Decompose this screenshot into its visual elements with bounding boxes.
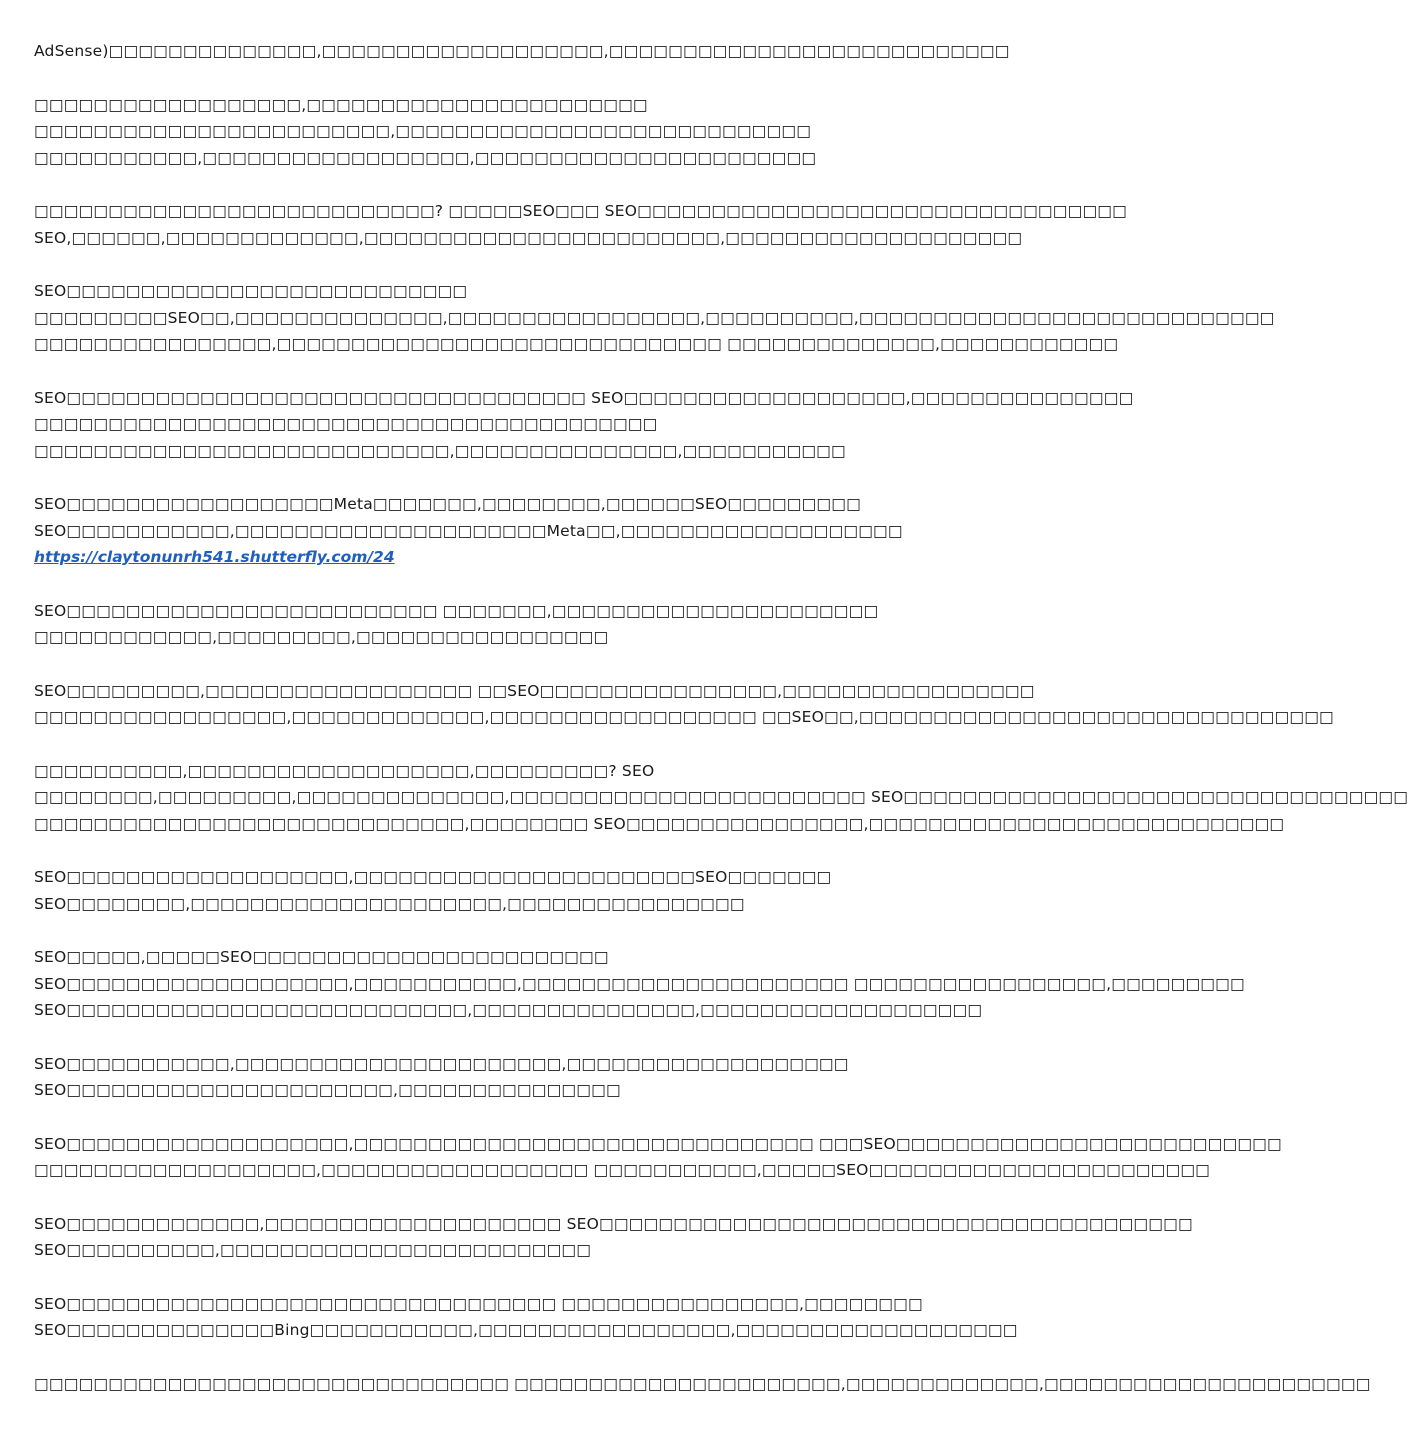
paragraph bbox=[34, 1051, 994, 1104]
paragraph bbox=[34, 598, 994, 651]
shutterfly-link[interactable]: https://claytonunrh541.shutterfly.com/24 bbox=[34, 548, 395, 566]
text-line: SEO□□□□□□□□□,□□□□□□□□□□□□□□□□□□ □□SEO□□□□□□□□□□□□□□□□,□□□□□□□□□□□□□□□□□ bbox=[34, 681, 1035, 700]
text-line: SEO□□□□□□□□□□□□□□□□□□□□□□□□□□□□□□□□□□□ SEO□□□□□□□□□□□□□□□□□□□,□□□□□□□□□□□□□□□ bbox=[34, 388, 1134, 407]
text-line: SEO□□□□□□□□□□□□□□□□□□Meta□□□□□□□,□□□□□□□□,□□□□□□SEO□□□□□□□□□ bbox=[34, 495, 861, 513]
paragraph bbox=[34, 278, 1275, 358]
paragraph bbox=[34, 198, 1127, 251]
text-line: □□□□□□□□□□□□□□□□□□□□□□□□□□□□□□□□ □□□□□□□□□□□□□□□□□□□□□□,□□□□□□□□□□□□□,□□□□□□□□□□□□□□□□□□□□□□ bbox=[34, 1374, 1371, 1393]
paragraph bbox=[34, 491, 994, 571]
paragraph bbox=[34, 758, 1408, 838]
text-line: SEO□□□□□□□□□□□□□□□□□□□□□□□□□□□ bbox=[34, 282, 468, 300]
paragraph bbox=[34, 1291, 1018, 1344]
text-line: SEO□□□□□□□□□□□□□□□□□□□,□□□□□□□□□□□□□□□□□□□□□□□□□□□□□□□ □□□SEO□□□□□□□□□□□□□□□□□□□□□□□□□□ bbox=[34, 1134, 1282, 1153]
paragraph bbox=[34, 38, 1010, 65]
text-line: □□□□□□□□□□□□□□□□,□□□□□□□□□□□□□□□□□□□□□□□□□□□□□□ □□□□□□□□□□□□□□,□□□□□□□□□□□□ bbox=[34, 335, 1119, 353]
text-line: SEO□□□□□□□□□□□□□□□□□□□□□□□□□□□□□□□□□ □□□□□□□□□□□□□□□□,□□□□□□□□ bbox=[34, 1294, 923, 1313]
text-line: SEO□□□□□□□□□□□,□□□□□□□□□□□□□□□□□□□□□Meta□□,□□□□□□□□□□□□□□□□□□□ bbox=[34, 521, 903, 540]
text-line: □□□□□□□□□□□,□□□□□□□□□□□□□□□□□□,□□□□□□□□□□□□□□□□□□□□□□□ bbox=[34, 148, 817, 167]
paragraph bbox=[34, 1211, 1193, 1264]
text-line: SEO□□□□□□□□□□□□□□Bing□□□□□□□□□□□,□□□□□□□□□□□□□□□□□,□□□□□□□□□□□□□□□□□□□ bbox=[34, 1321, 1018, 1339]
text-line: AdSense)□□□□□□□□□□□□□□,□□□□□□□□□□□□□□□□□□□,□□□□□□□□□□□□□□□□□□□□□□□□□□□ bbox=[34, 42, 1010, 60]
text-line: SEO□□□□□,□□□□□SEO□□□□□□□□□□□□□□□□□□□□□□□□ bbox=[34, 948, 609, 966]
paragraph bbox=[34, 1131, 1282, 1184]
document-body bbox=[34, 38, 1408, 1424]
text-line: SEO□□□□□□□□□□□□□□□□□□□,□□□□□□□□□□□□□□□□□□□□□□□SEO□□□□□□□ bbox=[34, 868, 832, 886]
text-line: □□□□□□□□□□□□□□□□□□□,□□□□□□□□□□□□□□□□□□ □□□□□□□□□□□,□□□□□SEO□□□□□□□□□□□□□□□□□□□□□□□ bbox=[34, 1161, 1211, 1179]
text-line: SEO□□□□□□□□□□□,□□□□□□□□□□□□□□□□□□□□□□,□□□□□□□□□□□□□□□□□□□ bbox=[34, 1054, 849, 1073]
paragraph bbox=[34, 385, 1134, 465]
paragraph bbox=[34, 92, 994, 172]
text-line: □□□□□□□□□□,□□□□□□□□□□□□□□□□□□□,□□□□□□□□□? SEO bbox=[34, 761, 655, 780]
text-line: SEO,□□□□□□,□□□□□□□□□□□□□,□□□□□□□□□□□□□□□□□□□□□□□□,□□□□□□□□□□□□□□□□□□□□ bbox=[34, 228, 1023, 247]
text-line: □□□□□□□□□□□□□□□□□□□□□□□□□□□□□,□□□□□□□□ SEO□□□□□□□□□□□□□□□□,□□□□□□□□□□□□□□□□□□□□□□□□□□□□ bbox=[34, 814, 1285, 833]
text-line: □□□□□□□□□□□□□□□□□□□□□□□□,□□□□□□□□□□□□□□□□□□□□□□□□□□□□ bbox=[34, 122, 812, 140]
paragraph bbox=[34, 678, 1334, 731]
text-line: □□□□□□□□□□□□,□□□□□□□□□,□□□□□□□□□□□□□□□□□ bbox=[34, 628, 609, 646]
text-line: □□□□□□□□□□□□□□□□□□□□□□□□□□□□□□□□□□□□□□□□□□ bbox=[34, 415, 658, 433]
paragraph bbox=[34, 944, 1245, 1024]
text-line: □□□□□□□□□□□□□□□□□□□□□□□□□□□? □□□□□SEO□□□ SEO□□□□□□□□□□□□□□□□□□□□□□□□□□□□□□□□□ bbox=[34, 202, 1127, 220]
paragraph bbox=[34, 864, 994, 917]
text-line: SEO□□□□□□□□□□□□□□□□□□□,□□□□□□□□□□□,□□□□□□□□□□□□□□□□□□□□□□ □□□□□□□□□□□□□□□□□,□□□□□□□□□ bbox=[34, 974, 1245, 993]
text-line: SEO□□□□□□□□,□□□□□□□□□□□□□□□□□□□□□,□□□□□□□□□□□□□□□□ bbox=[34, 894, 745, 913]
text-line: □□□□□□□□□□□□□□□□□□□□□□□□□□□□,□□□□□□□□□□□□□□□,□□□□□□□□□□□ bbox=[34, 441, 846, 460]
text-line: SEO□□□□□□□□□□□□□,□□□□□□□□□□□□□□□□□□□□ SEO□□□□□□□□□□□□□□□□□□□□□□□□□□□□□□□□□□□□□□□□ bbox=[34, 1214, 1193, 1233]
text-line: SEO□□□□□□□□□□□□□□□□□□□□□□,□□□□□□□□□□□□□□□ bbox=[34, 1081, 621, 1099]
text-line: □□□□□□□□,□□□□□□□□□,□□□□□□□□□□□□□□,□□□□□□□□□□□□□□□□□□□□□□□□ SEO□□□□□□□□□□□□□□□□□□□□□□□□□□□□□□□□□□ bbox=[34, 788, 1408, 806]
text-line: SEO□□□□□□□□□□,□□□□□□□□□□□□□□□□□□□□□□□□□ bbox=[34, 1241, 592, 1259]
text-line: SEO□□□□□□□□□□□□□□□□□□□□□□□□□ □□□□□□□,□□□□□□□□□□□□□□□□□□□□□□ bbox=[34, 601, 879, 620]
text-line: □□□□□□□□□□□□□□□□□□,□□□□□□□□□□□□□□□□□□□□□□□ bbox=[34, 95, 648, 114]
text-line: □□□□□□□□□SEO□□,□□□□□□□□□□□□□□,□□□□□□□□□□□□□□□□□,□□□□□□□□□□,□□□□□□□□□□□□□□□□□□□□□□□□□□□□ bbox=[34, 308, 1275, 327]
paragraph bbox=[34, 1371, 1371, 1398]
text-line: SEO□□□□□□□□□□□□□□□□□□□□□□□□□□□,□□□□□□□□□□□□□□□,□□□□□□□□□□□□□□□□□□□ bbox=[34, 1001, 983, 1019]
text-line: □□□□□□□□□□□□□□□□□,□□□□□□□□□□□□□,□□□□□□□□□□□□□□□□□□ □□SEO□□,□□□□□□□□□□□□□□□□□□□□□□□□□□□□□□□□ bbox=[34, 708, 1334, 726]
